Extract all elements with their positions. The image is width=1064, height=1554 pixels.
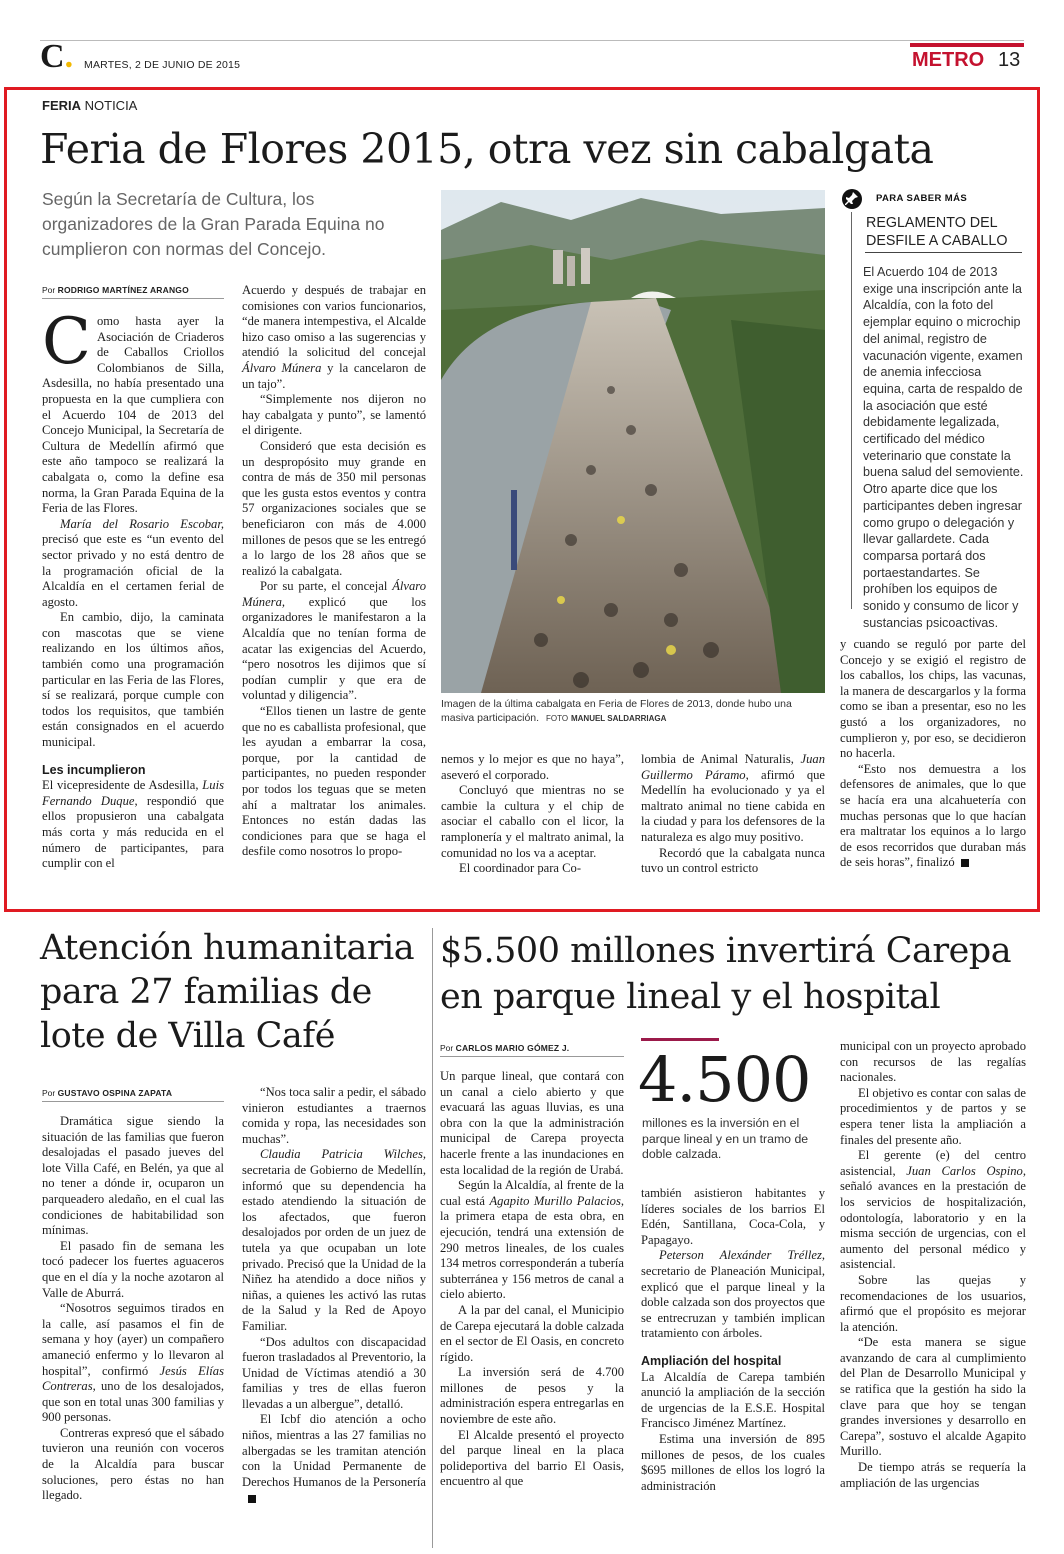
story2-headline-line1: Atención humanitaria — [40, 928, 415, 968]
lead-col5-p1: y cuando se reguló por parte del Concejo y se exigió el registro de los caballos, los chips, las vacunas, la manera de descargarlos y la forma como se iban a presentar, eso no les gustó a los organizadores, no cumplieron y, por eso, se decidieron no hacerla. — [840, 637, 1026, 761]
cabalgata-photo-illustration — [441, 190, 825, 693]
story2-c2-p4 — [242, 1412, 426, 1506]
section-label: METRO — [912, 49, 985, 71]
photo-caption — [441, 697, 825, 726]
lead-col4-p2: Recordó que la cabalgata nunca tuvo un control estricto — [641, 845, 825, 876]
story3-c2-p4: Estima una inversión de 895 millones de pesos, de los cuales $695 millones de ellos los logró la administración — [641, 1431, 825, 1493]
lead-col1-p4b: , respondió que ellos propusieron una cabalgata más corta y más reducida en el número de participantes, para cumplir con el — [42, 793, 224, 871]
byline-prefix: Por — [42, 1088, 56, 1098]
story2-c1-p2: El pasado fin de semana les tocó padecer los fuertes aguaceros que en el día y la noche azotaron al Valle de Aburrá. — [42, 1238, 224, 1300]
lead-col2-p1a: Acuerdo y después de trabajar en comisiones con varios funcionarios, “de manera intempestiva, el Alcalde hizo caso omiso a las sugerencias y atendió la solicitud del concejal — [242, 283, 426, 360]
lead-col1-p4-name: Luis Fernando Duque — [42, 778, 224, 808]
lead-photo — [441, 190, 825, 693]
column-divider — [432, 928, 433, 1548]
lead-col-1 — [42, 305, 224, 872]
byline-author: CARLOS MARIO GÓMEZ J. — [455, 1043, 570, 1053]
story2-c2-p2-name: Claudia Patricia Wilches, — [260, 1147, 426, 1162]
kicker-type: NOTICIA — [84, 98, 138, 113]
sidebar-label: PARA SABER MÁS — [876, 193, 968, 204]
dropcap: C — [42, 305, 91, 379]
top-rule — [40, 40, 1024, 41]
end-mark-icon — [248, 1495, 256, 1503]
story3-c3-p2: El objetivo es contar con salas de procedimientos y de partos y se espera tener lista la ampliación a finales del presente año. — [840, 1085, 1026, 1147]
lead-col3-p2: Concluyó que mientras no se cambie la cultura y el chip de asociar el caballo con el licor, la ramplonería y el maltrato animal, la comunidad no los va a aceptar. — [441, 783, 624, 860]
story2-headline-line2: para 27 familias de — [40, 972, 372, 1012]
story3-c3-p3-name: Juan Carlos Ospino — [906, 1163, 1023, 1178]
story2-c2-p1: “Nos toca salir a pedir, el sábado vinieron estudiantes a traernos comida y ropa, las necesidades son muchas”. — [242, 1085, 426, 1146]
story3-c1-p3: A la par del canal, el Municipio de Carepa ejecutará la doble calzada en el sector de El Oasis, en concreto rígido. — [440, 1302, 624, 1364]
story3-c1-p5: El Alcalde presentó el proyecto del parque lineal en la placa polideportiva del barrio El Oasis, encuentro al que — [440, 1427, 624, 1489]
story2-col-2 — [242, 1085, 426, 1506]
story2-headline — [40, 926, 430, 1058]
story3-c3-p3b: , señaló avances en la prestación de los servicios de hospitalización, odontología, laboratorio y en la misma sección de urgencias, con el aumento del personal médico y asistencial. — [840, 1163, 1026, 1272]
story3-c2-p3: La Alcaldía de Carepa también anunció la ampliación de la sección de urgencias de la E.S.E. Hospital Francisco Jiménez Martínez. — [641, 1369, 825, 1431]
byline-author: GUSTAVO OSPINA ZAPATA — [57, 1088, 173, 1098]
story3-c3-p5: “De esta manera se sigue avanzando de cara al cumplimiento del Plan de Desarrollo Municipal y se ratifica que la gestión ha sido la clave para que hoy se tengan grandes inversiones y desarrollo en Carepa”, sostuvo el alcalde Agapito Murillo. — [840, 1335, 1026, 1459]
lead-col1-p2 — [42, 517, 224, 611]
story3-c1-p2-name: Agapito Murillo Palacios, — [489, 1193, 624, 1208]
story2-c2-p2 — [242, 1147, 426, 1334]
story2-byline-rule — [42, 1101, 224, 1102]
lead-col1-p3: En cambio, dijo, la caminata con mascotas que se viene realizando en los últimos años, también como una programación particular en las Feria de las Flores, sí se realizará, porque cumple con todos los requisitos, que también están consignados en el acuerdo municipal. — [42, 610, 224, 750]
photo-credit-label: FOTO — [545, 714, 569, 723]
story2-headline-line3: lote de Villa Café — [40, 1016, 335, 1056]
story2-c2-p4-text: El Icbf dio atención a ocho niños, mientras a las 27 familias no albergadas se les tramitan atención con la Unidad Permanente de Derechos Humanos de la Personería — [242, 1412, 426, 1489]
sidebar-body: El Acuerdo 104 de 2013 exige una inscripción ante la Alcaldía, con la foto del ejemplar equino o microchip del animal, registro de vacunación vigente, examen de anemia infecciosa equina, carta de respaldo de la asociación que esté debidamente legalizada, certificado del médico veterinario que constate la buena salud del semoviente. Otro aparte dice que los participantes deben ingresar como grupo o delegación y llevar gallardete. Cada comparsa portará dos portaestandartes. Se prohíben los equipos de sonido y consumo de licor y sustancias psicoactivas. — [863, 265, 1024, 630]
story3-c2-p1: también asistieron habitantes y líderes sociales de los barrios El Edén, Santillana, Coca-Cola, y Papagayo. — [641, 1186, 825, 1247]
story3-c3-p6: De tiempo atrás se requería la ampliación de las urgencias — [840, 1460, 1026, 1490]
story3-c3-p4: Sobre las quejas y recomendaciones de los usuarios, afirmó que el propósito es mejorar la atención. — [840, 1272, 1026, 1334]
kicker-topic: FERIA — [42, 98, 81, 113]
lead-byline — [42, 285, 189, 295]
story2-c1-p3 — [42, 1301, 224, 1426]
photo-caption-text: Imagen de la última cabalgata en Feria de Flores de 2013, donde hubo una masiva participación. — [441, 698, 792, 724]
sidebar-vertical-rule — [851, 212, 852, 609]
byline-prefix: Por — [42, 285, 56, 295]
lead-headline: Feria de Flores 2015, otra vez sin cabalgata — [40, 125, 934, 173]
story2-c2-p3: “Dos adultos con discapacidad fueron trasladados al Preventorio, la Unidad de Víctimas atendió a 30 familias y tres de ellas fueron llevadas a un albergue”, detalló. — [242, 1334, 426, 1411]
story3-byline-rule — [440, 1056, 624, 1057]
story2-c1-p1: Dramática sigue siendo la situación de las familias que fueron desalojadas el pasado jueves del lote Villa Café, en Belén, ya que al no tener a dónde ir, ocuparon un parqueadero aledaño, en el cual las condiciones de habitabilidad son mínimas. — [42, 1114, 224, 1238]
sidebar-pin-badge — [842, 189, 862, 209]
lead-deck: Según la Secretaría de Cultura, los organizadores de la Gran Parada Equina no cumplieron con normas del Concejo. — [42, 189, 385, 259]
lead-col2-p4 — [242, 579, 426, 704]
story3-col-3 — [840, 1039, 1026, 1491]
lead-col5-p2 — [840, 762, 1026, 871]
lead-col1-p1 — [42, 305, 224, 517]
lead-col2-p4-name: Álvaro Múnera, — [242, 579, 426, 609]
story3-c1-p4: La inversión será de 4.700 millones de pesos y la administración espera entregarlas en noviembre de este año. — [440, 1365, 624, 1427]
story2-c2-p2-text: secretaria de Gobierno de Medellín, informó que su dependencia ha estado atendiendo la situación de los afectados, que fueron desalojados por orden de un juez de tutela ya que ocupaban un lote privado. Precisó que la Unidad de la Niñez ha atendido a doce niños y niñas, a quienes les activó las rutas de la Salud y la Red de Apoyo Familiar. — [242, 1162, 426, 1333]
story2-c1-p3b: uno de los desalojados, que son en total unas 300 familias y 900 personas. — [42, 1379, 224, 1425]
sidebar-title: REGLAMENTO DEL DESFILE A CABALLO — [866, 215, 1008, 249]
lead-col-4 — [641, 752, 825, 877]
lead-subhead: Les incumplieron — [42, 762, 146, 777]
story3-col-2 — [641, 1186, 825, 1494]
logo-letter: C — [40, 38, 65, 75]
lead-col1-p1-text: omo hasta ayer la Asociación de Criaderos de Caballos Criollos Colombianos de Silla, Asdesilla, no había presentado una propuesta en la que cumpliera con el Acuerdo 104 de 2013 del Concejo Municipal, la Secretaría de Cultura de Medellín afirmó que este año tampoco se realizará la cabalgata o, como la define esa norma, la Gran Parada Equina de la Feria de las Flores. — [42, 314, 224, 516]
lead-col2-p1 — [242, 283, 426, 392]
lead-col2-p5: “Ellos tienen un lastre de gente que no es caballista profesional, que les ayudan a embarrar la cosa, porque, por la cantidad de participantes, no pueden responder por todos los teguas que se meten ahí a maltratar los animales. Entonces no están dadas las condiciones para que se haga el desfile como nosotros lo propo- — [242, 704, 426, 859]
story3-subhead: Ampliación del hospital — [641, 1353, 782, 1368]
lead-col3-p3: El coordinador para Co- — [459, 861, 582, 876]
byline-prefix: Por — [440, 1043, 454, 1053]
lead-col4-p1a: lombia de Animal Naturalis, — [641, 752, 801, 766]
page-number: 13 — [998, 49, 1021, 71]
story3-headline-line2: en parque lineal y el hospital — [440, 977, 941, 1017]
story3-c1-p1: Un parque lineal, que contará con un canal a cielo abierto y que evacuará las aguas lluvias, es una obra con la que la administración municipal de Carepa proyecta hacerle frente a las inundaciones en esta localidad de la región de Urabá. — [440, 1069, 624, 1177]
lead-col4-p1 — [641, 752, 825, 846]
story3-c3-p3a: El gerente (e) del centro asistencial, — [840, 1148, 1026, 1178]
byline-author: RODRIGO MARTÍNEZ ARANGO — [57, 285, 189, 295]
story3-byline — [440, 1043, 569, 1053]
masthead-date: MARTES, 2 DE JUNIO DE 2015 — [84, 59, 241, 71]
story2-byline — [42, 1088, 172, 1098]
end-mark-icon — [961, 859, 969, 867]
lead-col1-p2-name: María del Rosario Escobar, — [60, 516, 224, 531]
lead-col-2 — [242, 283, 426, 860]
lead-col2-p4b: explicó que los organizadores le manifestaron a la Alcaldía que no tenían forma de acatar las exigencias del Acuerdo, “pero nosotros les dijimos que sí podían cumplir y que era de voluntad y diligencia”. — [242, 594, 426, 703]
story2-c1-p3-name: Jesús Elías Contreras, — [42, 1363, 224, 1394]
story3-headline-line1: $5.500 millones invertirá Carepa — [440, 931, 1012, 971]
story3-c1-p2b: la primera etapa de esta obra, en ejecución, tendrá una extensión de 290 metros lineales, de los cuales 134 metros corresponderán a tubería subterránea y 156 metros de canal a cielo abierto. — [440, 1209, 624, 1302]
section-accent-bar — [910, 43, 1024, 47]
story3-c2-p2-text: secretario de Planeación Municipal, explicó que el parque lineal y la doble calzada son dos proyectos que se entrecruzan y también implican tratamiento con árboles. — [641, 1263, 825, 1341]
lead-col-3 — [441, 752, 624, 877]
byline-rule — [42, 298, 224, 299]
lead-col1-p4 — [42, 778, 224, 872]
story2-col-1 — [42, 1114, 224, 1504]
masthead-logo — [40, 40, 73, 74]
story3-c2-p2-name: Peterson Alexánder Tréllez, — [659, 1248, 825, 1263]
story3-col-1 — [440, 1069, 624, 1490]
lead-col5-p2-text: “Esto nos demuestra a los defensores de animales, que lo que se hacía era una alcahuetería con muchas personas que lo que hacían era maltratar los equinos a lo largo de esos recorridos que duraban más de seis horas”, finalizó — [840, 761, 1026, 870]
lead-col3-p1: nemos y lo mejor es que no haya”, aseveró el corporado. — [441, 752, 624, 782]
photo-credit-name: MANUEL SALDARRIAGA — [570, 714, 667, 723]
story3-c1-p2a: Según la Alcaldía, al frente de la cual está — [440, 1178, 624, 1208]
lead-col2-p1-name: Álvaro Múnera — [242, 360, 322, 375]
stat-text: millones es la inversión en el parque lineal y en un tramo de doble calzada. — [642, 1116, 809, 1162]
story3-c2-p2 — [641, 1248, 825, 1342]
lead-col2-p2: “Simplemente nos dijeron no hay cabalgata y punto”, se lamentó el dirigente. — [242, 392, 426, 438]
story3-c3-p3 — [840, 1148, 1026, 1273]
lead-col-5 — [840, 637, 1026, 871]
stat-rule — [641, 1038, 719, 1041]
story3-headline — [440, 928, 1030, 1020]
story2-c1-p4: Contreras expresó que el sábado tuvieron una reunión con voceros de la Alcaldía para buscar soluciones, pero éstas no han llegado. — [42, 1425, 224, 1503]
pin-icon — [842, 189, 862, 209]
lead-col4-name: Juan Guillermo Páramo — [641, 752, 825, 782]
story3-c3-p1: municipal con un proyecto aprobado con recursos de las regalías nacionales. — [840, 1039, 1026, 1085]
stat-number: 4.500 — [638, 1043, 811, 1116]
story2-c1-p3a: “Nosotros seguimos tirados en la calle, así pasamos el fin de semana y hoy (ayer) un compañero amaneció enfermo y lo llevaron al hospital”, confirmó — [42, 1301, 224, 1378]
lead-col1-p2-text: precisó que este es “un evento del sector privado y no está dentro de la programación oficial de la Alcaldía en el certamen ferial de agosto. — [42, 532, 224, 609]
lead-col2-p3: Consideró que esta decisión es un despropósito muy grande en contra de más de 350 mil personas que les gusta estos eventos y contra 57 organizaciones sociales que se beneficiaron con más de 4.000 millones de pesos que se les entregó a lo largo de los 28 años que se realizó la cabalgata. — [242, 438, 426, 578]
kicker — [42, 98, 137, 113]
lead-col2-p4a: Por su parte, el concejal — [260, 579, 393, 594]
story3-c1-p2 — [440, 1178, 624, 1303]
lead-col2-p1b: y la cancelaron de un tajo”. — [242, 360, 426, 391]
lead-col4-p1b: , afirmó que Medellín ha evolucionado y ya el maltrato animal no tiene cabida en la ciudad y para los defensores de la naturaleza es algo muy positivo. — [641, 767, 826, 844]
lead-col1-p4a: El vicepresidente de Asdesilla, — [42, 778, 203, 793]
logo-dot: . — [64, 38, 74, 75]
